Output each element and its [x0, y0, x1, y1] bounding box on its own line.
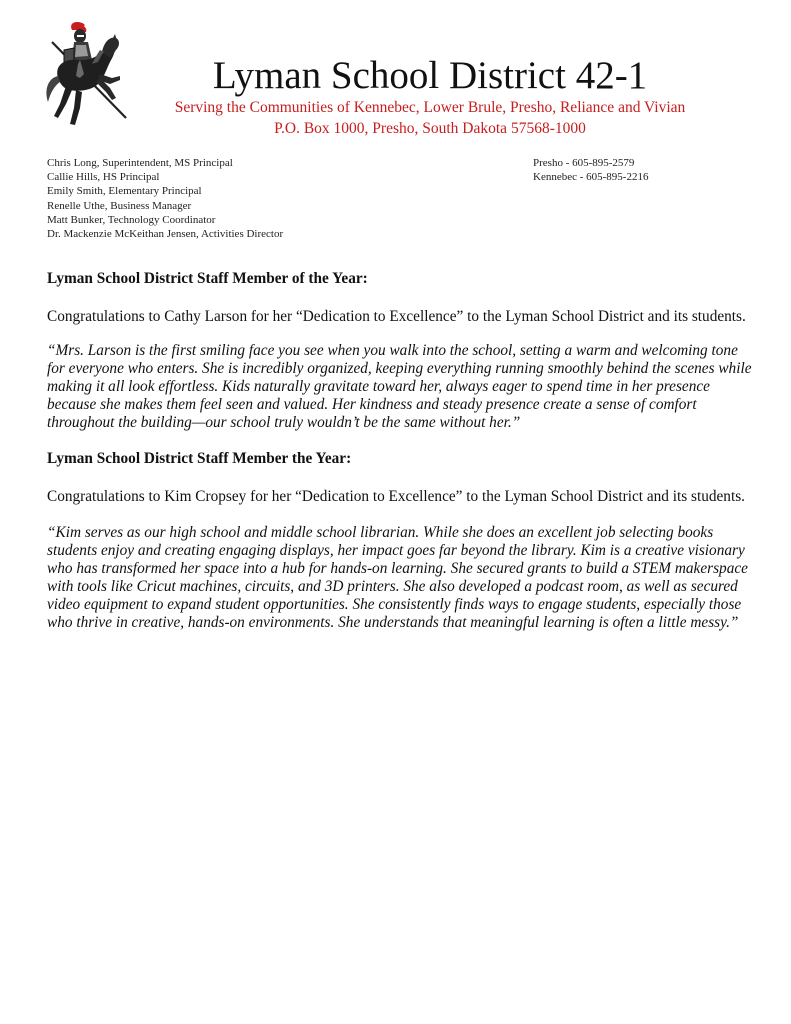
phone-line: Kennebec - 605-895-2216: [533, 171, 649, 184]
staff-line: Emily Smith, Elementary Principal: [47, 185, 202, 198]
phone-directory: [533, 156, 648, 184]
district-title: Lyman School District 42-1: [212, 54, 648, 97]
award-quote: “Mrs. Larson is the first smiling face you see when you walk into the school, setting a warm and welcoming tone for everyone who enters. She is incredibly organized, keeping everything running smoothly behind the scenes while making it all look effortless. Kids naturally gravitate toward her, always eager to spend time in her presence because she makes them feel seen and valued. Her kindness and steady presence create a sense of comfort throughout the building—our school truly wouldn’t be the same without her.”: [47, 342, 752, 431]
district-address: P.O. Box 1000, Presho, South Dakota 57568-1000: [274, 120, 586, 137]
award-quote: “Kim serves as our high school and middle school librarian. While she does an excellent job selecting books students enjoy and creating engaging displays, her impact goes far beyond the library. Kim is a creative visionary who has transformed her space into a hub for hands-on learning. She secured grants to build a STEM makerspace with tools like Cricut machines, circuits, and 3D printers. She also developed a podcast room, as well as secured video equipment to expand student opportunities. She consistently finds ways to engage students, especially those who thrive in creative, hands-on environments. She understands that meaningful learning is often a little messy.”: [47, 524, 748, 631]
staff-directory: [47, 156, 283, 241]
award-heading: Lyman School District Staff Member of the Year:: [47, 270, 368, 287]
staff-line: Chris Long, Superintendent, MS Principal: [47, 157, 233, 169]
staff-line: Callie Hills, HS Principal: [47, 171, 160, 184]
award-section: [47, 270, 755, 432]
award-congrats: Congratulations to Cathy Larson for her “Dedication to Excellence” to the Lyman School District and its students.: [47, 308, 746, 325]
phone-line: Presho - 605-895-2579: [533, 157, 635, 169]
staff-line: Renelle Uthe, Business Manager: [47, 199, 192, 212]
staff-line: Matt Bunker, Technology Coordinator: [47, 213, 216, 226]
district-tagline: Serving the Communities of Kennebec, Lower Brule, Presho, Reliance and Vivian: [174, 99, 686, 116]
award-heading: Lyman School District Staff Member the Year:: [47, 450, 352, 467]
staff-line: Dr. Mackenzie McKeithan Jensen, Activities Director: [47, 228, 284, 241]
award-congrats: Congratulations to Kim Cropsey for her “Dedication to Excellence” to the Lyman School District and its students.: [47, 488, 745, 505]
knight-on-horse-icon: [40, 20, 132, 132]
award-section: [47, 450, 755, 632]
letter-body: [47, 270, 755, 632]
